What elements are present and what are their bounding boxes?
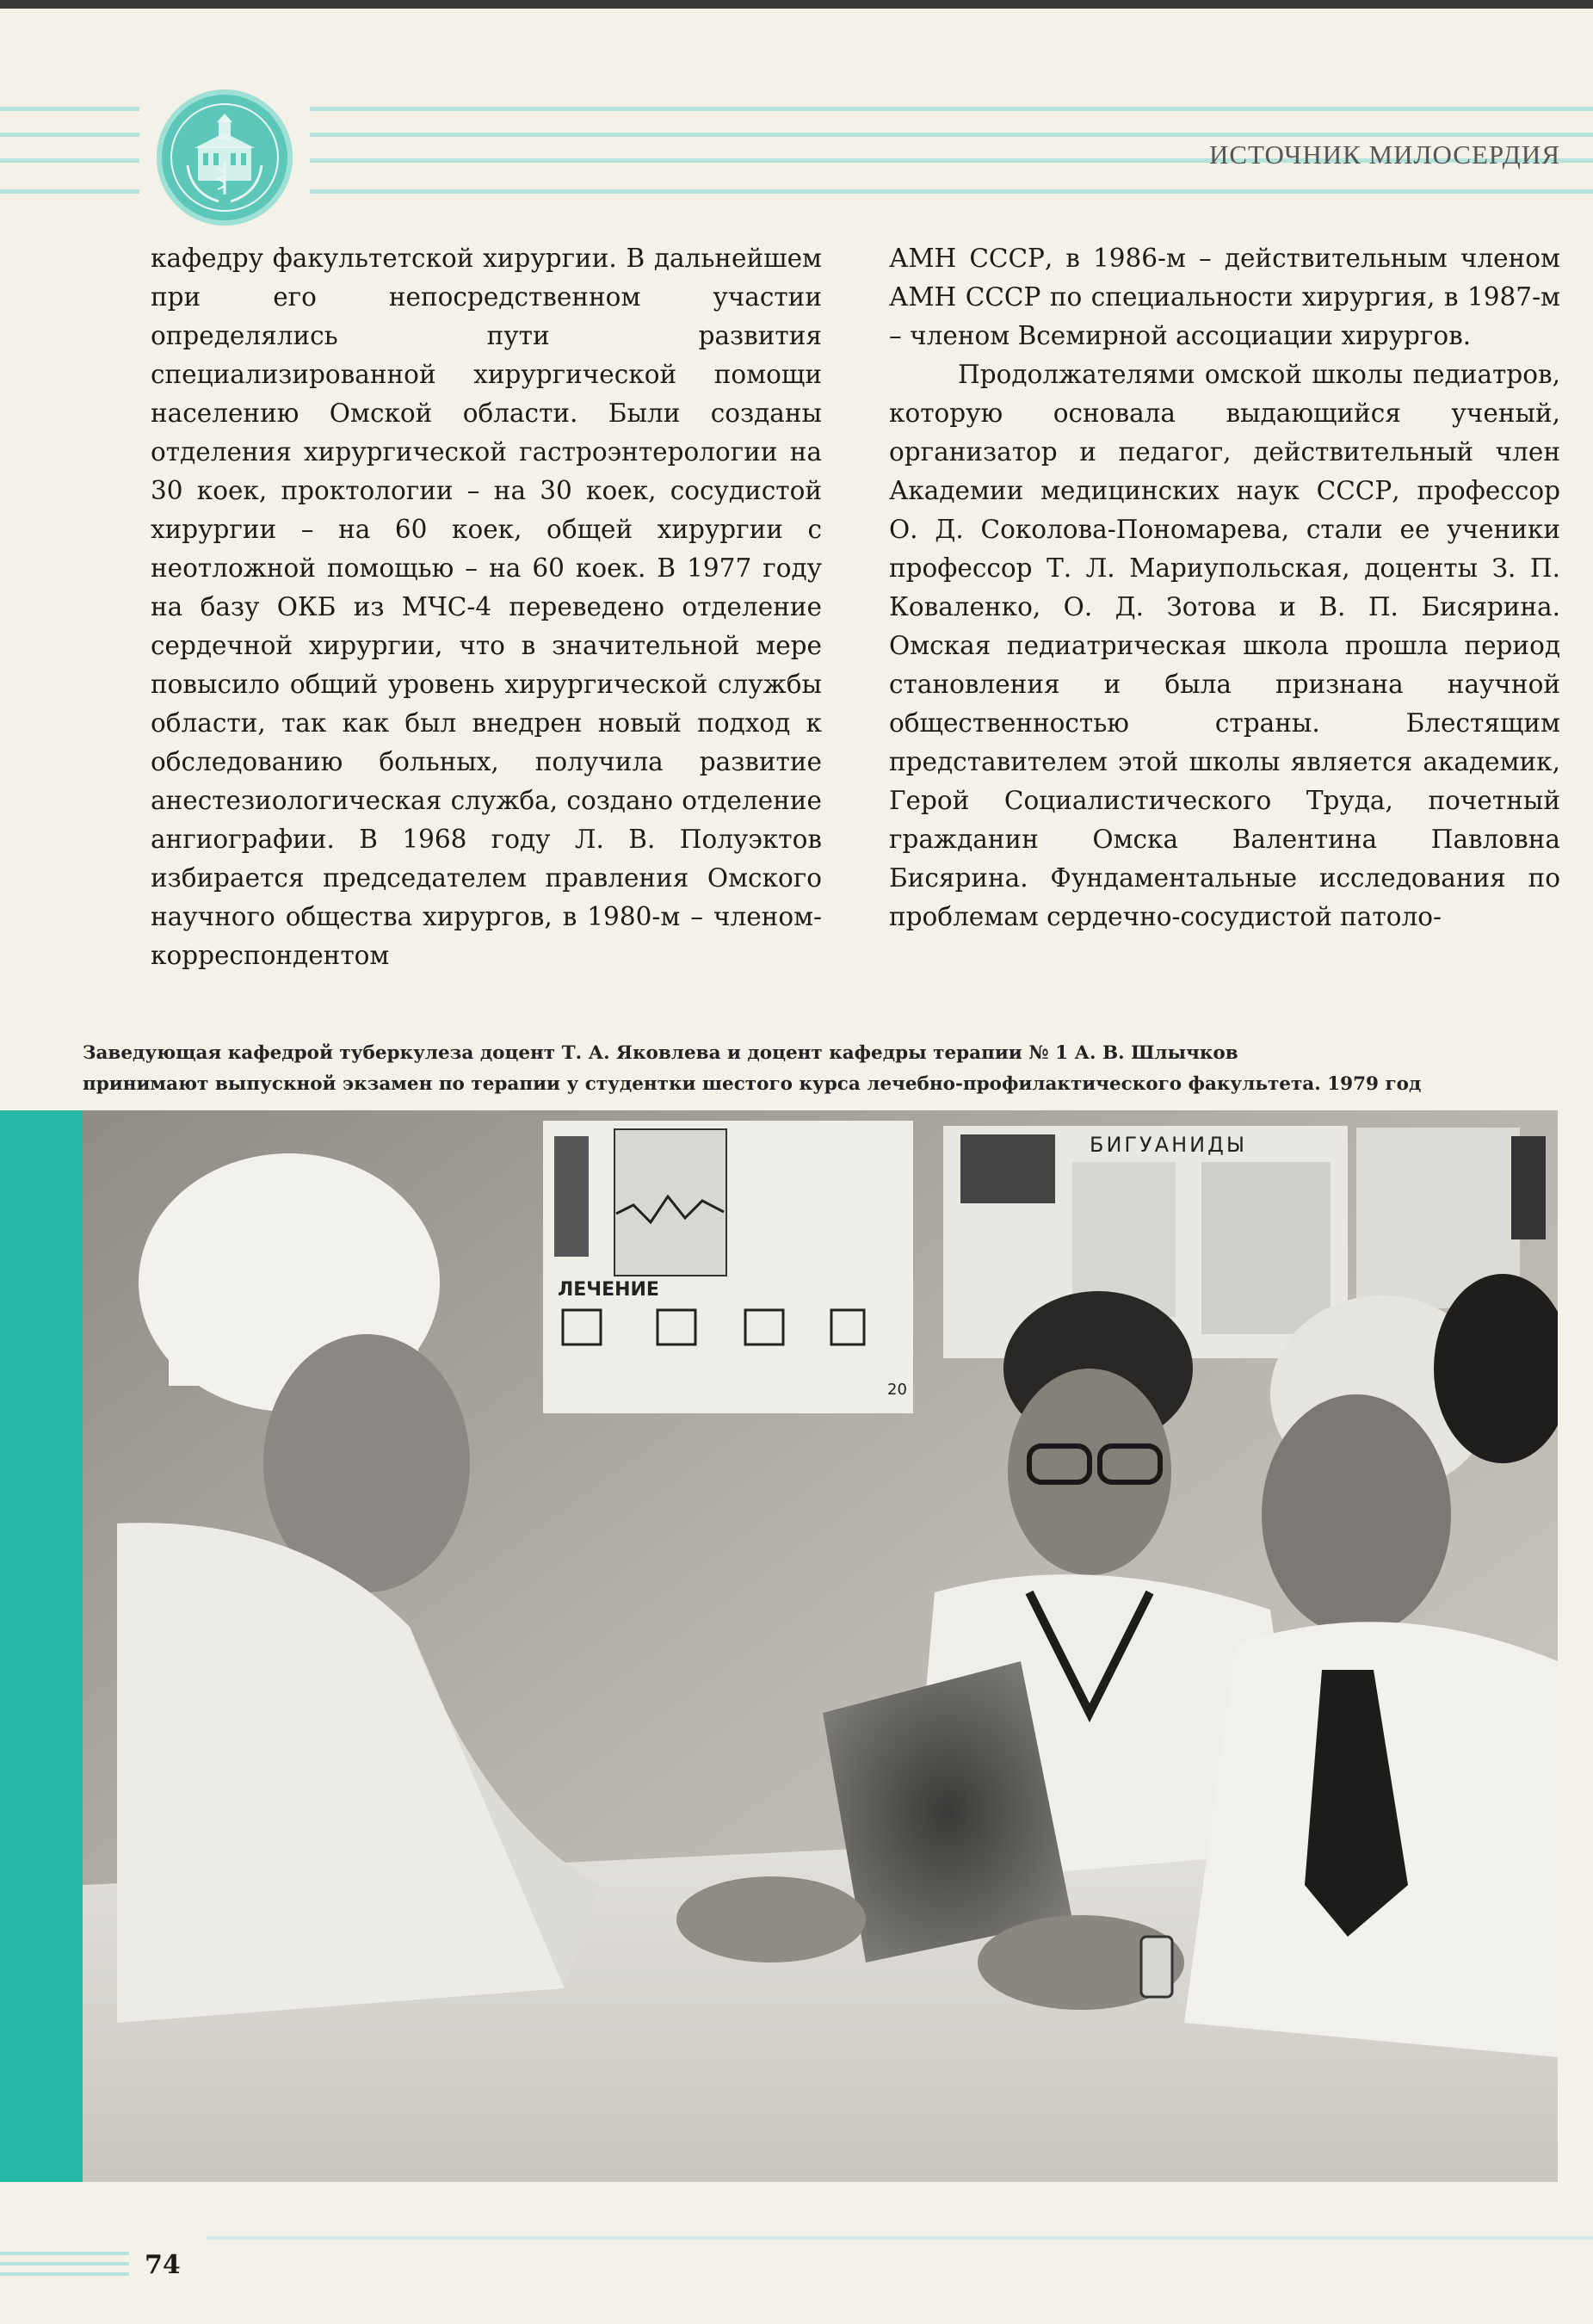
archive-photo	[83, 1110, 1558, 2182]
top-border	[0, 0, 1593, 9]
university-emblem-icon	[157, 90, 293, 226]
page-number: 74	[145, 2250, 181, 2280]
poster-left-number: 20	[887, 1381, 907, 1399]
poster-right-title: БИГУАНИДЫ	[1090, 1133, 1248, 1157]
teal-accent-band	[0, 1110, 83, 2182]
right-column	[889, 239, 1560, 936]
running-head: ИСТОЧНИК МИЛОСЕРДИЯ	[1208, 139, 1560, 170]
caption-line-2: принимают выпускной экзамен по терапии у студентки шестого курса лечебно-профилактического факультета. 1979 год	[83, 1073, 1422, 1095]
caption-line-1: Заведующая кафедрой туберкулеза доцент Т. А. Яковлева и доцент кафедры терапии № 1 А. В. Шлычков	[83, 1042, 1238, 1064]
right-paragraph-2: Продолжателями омской школы педиатров, которую основала выдающийся ученый, организатор и педагог, действительный член Академии медицинских наук СССР, профессор О. Д. Соколова-Пономарева, стали ее ученики профессор Т. Л. Мариупольская, доценты З. П. Коваленко, О. Д. Зотова и В. П. Бисярина. Омская педиатрическая школа прошла период становления и была признана научной общественностью страны. Блестящим представителем этой школы является академик, Герой Социалистического Труда, почетный гражданин Омска Валентина Павловна Бисярина. Фундаментальные исследования по проблемам сердечно-сосудистой патоло-	[889, 360, 1560, 931]
header-rule-left	[0, 107, 139, 198]
footer-rule	[207, 2236, 1593, 2240]
right-paragraph-1: АМН СССР, в 1986-м – действительным членом АМН СССР по специальности хирургия, в 1987-м – членом Всемирной ассоциации хирургов.	[889, 244, 1560, 350]
left-column	[151, 239, 822, 975]
left-paragraph: кафедру факультетской хирургии. В дальнейшем при его непосредственном участии определялись пути развития специализированной хирургической помощи населению Омской области. Были созданы отделения хирургической гастроэнтерологии на 30 коек, проктологии – на 30 коек, сосудистой хирургии – на 60 коек, общей хирургии с неотложной помощью – на 60 коек. В 1977 году на базу ОКБ из МЧС-4 переведено отделение сердечной хирургии, что в значительной мере повысило общий уровень хирургической службы области, так как был внедрен новый подход к обследованию больных, получила развитие анестезиологическая служба, создано отделение ангиографии. В 1968 году Л. В. Полуэктов избирается председателем правления Омского научного общества хирургов, в 1980-м – членом-корреспондентом	[151, 244, 822, 970]
photo-caption	[83, 1038, 1546, 1100]
footer-rule-left	[0, 2252, 129, 2283]
poster-left-label: ЛЕЧЕНИЕ	[558, 1279, 659, 1301]
